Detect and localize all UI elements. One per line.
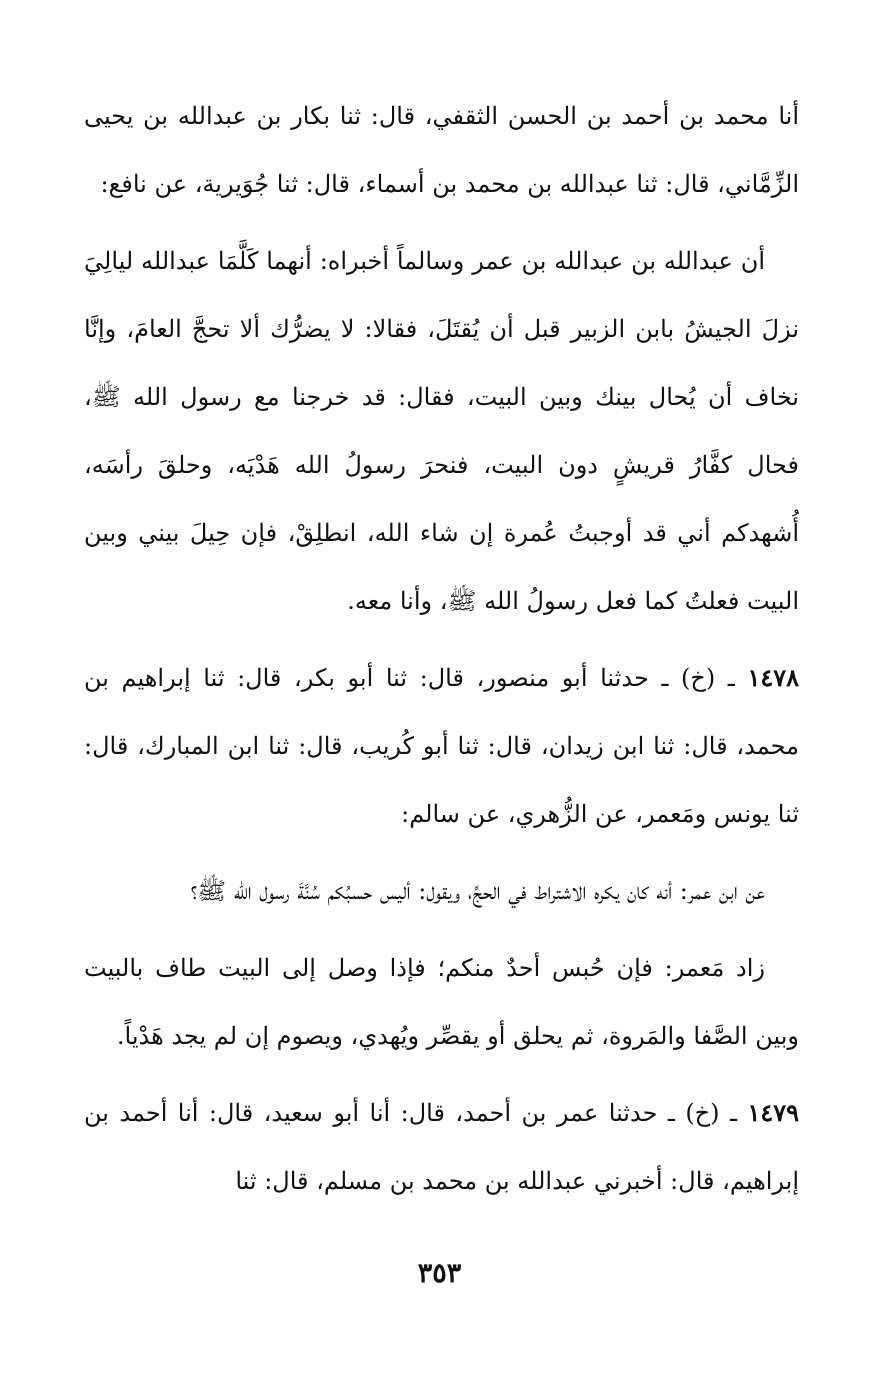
hadith-number: ١٤٧٨ [747, 663, 799, 692]
hadith-chain: ـ (خ) ـ حدثنا أبو منصور، قال: ثنا أبو بكر، قال: ثنا إبراهيم بن محمد، قال: ثنا ابن زيدان، قال: ثنا أبو كُريب، قال: ثنا ابن المبارك، قال: ثنا يونس ومَعمر، عن الزُّهري، عن سالم: [84, 664, 799, 828]
paragraph-addition: زاد مَعمر: فإن حُبس أحدٌ منكم؛ فإذا وصل إلى البيت طاف بالبيت وبين الصَّفا والمَروة، ثم يحلق أو يقصِّر ويُهدي، ويصوم إن لم يجد هَدْياً. [84, 954, 799, 1050]
paragraph-hadith-1479 [84, 1079, 799, 1215]
paragraph-hadith-text-1: أن عبدالله بن عبدالله بن عمر وسالماً أخبراه: أنهما كَلَّمَا عبدالله ليالِيَ نزلَ الجيشُ بابن الزبير قبل أن يُقتَلَ، فقالا: لا يضرُّك ألا تحجَّ العامَ، وإنَّا نخاف أن يُحال بينك وبين البيت، فقال: قد خرجنا مع رسول الله ﷺ، فحال كفَّارُ قريشٍ دون البيت، فنحرَ رسولُ الله هَدْيَه، وحلقَ رأسَه، أُشهدكم أني قد أوجبتُ عُمرة إن شاء الله، انطلِقْ، فإن حِيلَ بيني وبين البيت فعلتُ كما فعل رسولُ الله ﷺ، وأنا معه. [84, 247, 799, 615]
hadith-chain: ـ (خ) ـ حدثنا عمر بن أحمد، قال: أنا أبو سعيد، قال: أنا أحمد بن إبراهيم، قال: أخبرني عبدالله بن محمد بن مسلم، قال: ثنا [84, 1099, 799, 1195]
hadith-number: ١٤٧٩ [747, 1098, 799, 1127]
page-number: ٣٥٣ [417, 1258, 462, 1289]
paragraph-hadith-1478 [84, 644, 799, 848]
paragraph-hadith-text-2: عن ابن عمر: أنه كان يكره الاشتراط في الحجِّ، ويقول: أليس حسبُكم سُنَّةَ رسول الله ﷺ؟ [190, 877, 765, 905]
paragraph-isnad-1: أنا محمد بن أحمد بن الحسن الثقفي، قال: ثنا بكار بن عبدالله بن يحيى الزِّمَّاني، قال: ثنا عبدالله بن محمد بن أسماء، قال: ثنا جُوَيرية، عن نافع: [84, 102, 799, 198]
